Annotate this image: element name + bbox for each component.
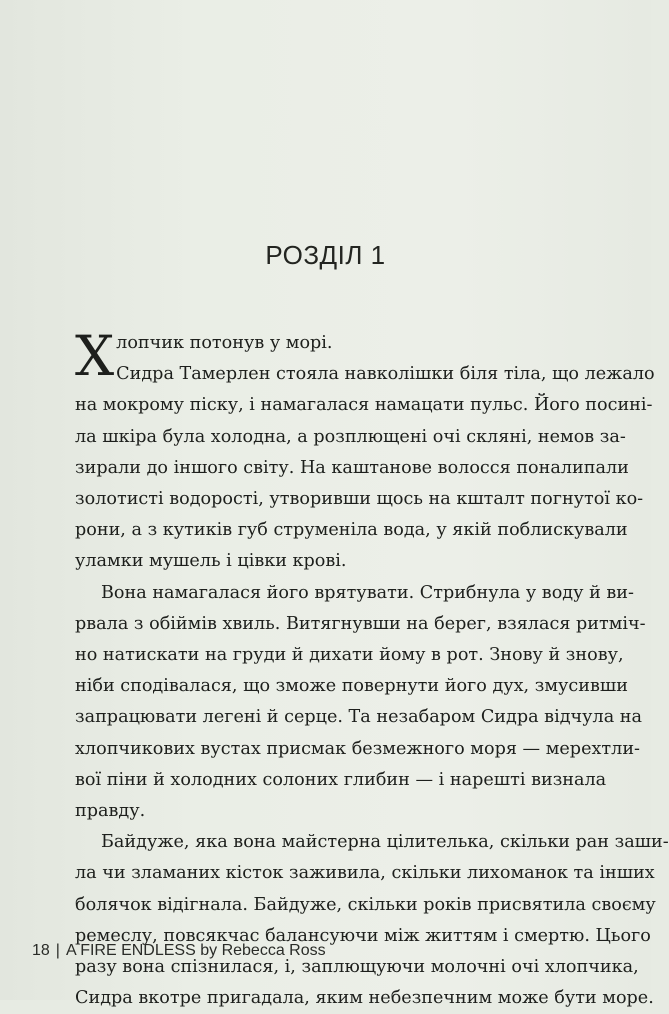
text-line: на мокрому піску, і намагалася намацати пульс. Його посині-	[75, 395, 653, 416]
text-line: Сидра Тамерлен стояла навколішки біля тіла, що лежало	[116, 364, 655, 385]
book-author: by Rebecca Ross	[200, 942, 326, 959]
text-line: уламки мушель і цівки крові.	[75, 551, 347, 572]
text-line: рони, а з кутиків губ струменіла вода, у якій поблискували	[75, 520, 628, 541]
text-line: но натискати на груди й дихати йому в рот. Знову й знову,	[75, 645, 624, 666]
text-line: вої піни й холодних солоних глибин — і нарешті визнала	[75, 769, 607, 790]
text-line: Сидра вкотре пригадала, яким небезпечним може бути море.	[75, 988, 654, 1009]
text-line: золотисті водорості, утворивши щось на кшталт погнутої ко-	[75, 489, 644, 510]
body-text	[75, 324, 669, 1014]
text-line: ла шкіра була холодна, а розплющені очі скляні, немов за-	[75, 426, 626, 447]
text-line: разу вона спізнилася, і, заплющуючи молочні очі хлопчика,	[75, 957, 639, 978]
text-line: ремеслу, повсякчас балансуючи між життям і смертю. Цього	[75, 925, 651, 946]
text-line: Байдуже, яка вона майстерна цілителька, скільки ран заши-	[101, 832, 669, 853]
text-line: ніби сподівалася, що зможе повернути його дух, змусивши	[75, 676, 628, 697]
drop-cap: Х	[75, 324, 115, 388]
text-line: болячок відігнала. Байдуже, скільки років присвятила своєму	[75, 894, 656, 915]
text-line: зирали до іншого світу. На каштанове волосся поналипали	[75, 457, 629, 478]
book-title: A FIRE ENDLESS	[65, 942, 196, 959]
text-line: лопчик потонув у морі.	[116, 333, 333, 353]
text-line: рвала з обіймів хвиль. Витягнувши на берег, взялася ритміч-	[75, 613, 646, 634]
paragraph-1	[75, 324, 655, 390]
text-line: правду.	[75, 801, 146, 822]
page-number: 18	[32, 942, 50, 959]
page-footer	[32, 942, 326, 960]
text-line: хлопчикових вустах присмак безмежного моря — мерехтли-	[75, 738, 640, 759]
footer-separator: |	[55, 942, 60, 959]
text-line: Вона намагалася його врятувати. Стрибнула у воду й ви-	[101, 582, 634, 603]
chapter-title: РОЗДІЛ 1	[265, 240, 386, 270]
text-line: ла чи зламаних кісток заживила, скільки лихоманок та інших	[75, 863, 655, 884]
text-line: запрацювати легені й серце. Та незабаром Сидра відчула на	[75, 707, 643, 728]
